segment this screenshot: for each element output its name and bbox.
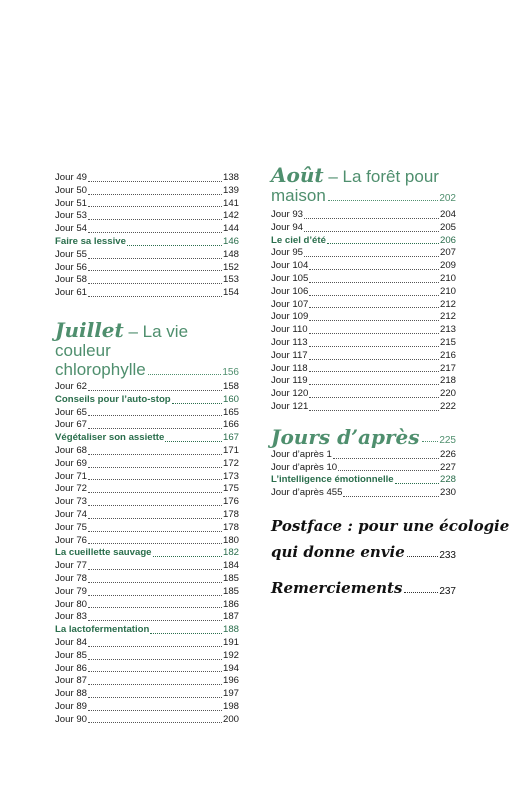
chapter-page: 202 [439,193,456,204]
chapter-title-line1: – La forêt pour [323,167,439,186]
leader-dots [88,531,222,532]
postface-line2: qui donne envie [271,542,405,561]
leader-dots [150,633,222,634]
toc-entry-page: 216 [439,349,456,361]
toc-entry-page: 142 [222,210,239,222]
leader-dots [304,218,439,219]
toc-entry[interactable] [55,471,239,484]
toc-entry-page: 215 [439,336,456,348]
leader-dots [309,346,439,347]
chapter-month-script: Août [271,163,324,187]
toc-entry-page: 178 [222,508,239,520]
toc-entry[interactable] [55,445,239,458]
toc-entry[interactable] [271,375,456,388]
toc-entry-page: 171 [222,444,239,456]
toc-entry-page: 210 [439,285,456,297]
toc-entry[interactable] [55,599,239,612]
toc-entry-page: 167 [222,432,239,444]
toc-entry-label: Jour 62 [55,380,87,392]
toc-list-june-end [55,172,239,300]
toc-entry-label: Jour 85 [55,649,87,661]
leader-dots [88,620,222,621]
toc-entry-page: 176 [222,496,239,508]
remerciements-label: Remerciements [271,578,403,597]
leader-dots [88,270,222,271]
leader-dots [88,722,222,723]
leader-dots [88,194,222,195]
toc-entry-label: Jour 110 [271,324,308,336]
toc-entry-label: Jour 73 [55,496,87,508]
toc-list-jours-apres [271,449,456,500]
toc-entry-label: Jour 65 [55,406,87,418]
toc-entry-label: Jour 69 [55,457,87,469]
toc-postface[interactable] [271,516,510,562]
toc-entry-label: Jour 77 [55,560,87,572]
toc-entry-page: 213 [439,324,456,336]
toc-entry[interactable] [55,586,239,599]
leader-dots [309,282,439,283]
toc-entry-label: Jour 75 [55,521,87,533]
toc-entry[interactable] [55,419,239,432]
toc-entry-label: Jour 104 [271,260,309,272]
chapter-jours-apres[interactable] [271,424,456,449]
toc-entry-page: 144 [222,223,239,235]
leader-dots [88,467,222,468]
toc-entry-page: 197 [222,688,239,700]
toc-entry-label: La lactofermentation [55,624,150,636]
toc-entry[interactable] [55,560,239,573]
toc-entry-page: 139 [222,184,239,196]
toc-entry-page: 160 [222,393,239,405]
toc-entry-label: Jour 94 [271,221,303,233]
toc-entry-page: 172 [222,457,239,469]
leader-dots [88,492,222,493]
chapter-title-line2: chlorophylle [55,359,146,379]
leader-dots [309,359,439,360]
toc-entry[interactable] [271,487,456,500]
leader-dots [333,458,439,459]
toc-entry-page: 186 [222,598,239,610]
toc-entry[interactable] [271,388,456,401]
toc-entry-label: Jour 87 [55,675,87,687]
toc-entry[interactable] [271,209,456,222]
toc-entry-page: 217 [439,362,456,374]
toc-entry-label: Jour 58 [55,274,87,286]
leader-dots [309,269,439,270]
toc-entry-special[interactable] [271,235,456,248]
leader-dots [88,479,222,480]
toc-entry-label: Jour 67 [55,419,87,431]
leader-dots [88,206,222,207]
toc-entry[interactable] [55,688,239,701]
toc-entry-label: Jour 117 [271,349,308,361]
toc-entry-special[interactable] [271,474,456,487]
leader-dots [88,283,222,284]
toc-entry[interactable] [271,363,456,376]
toc-entry-page: 191 [222,636,239,648]
toc-entry[interactable] [55,496,239,509]
toc-entry[interactable] [271,222,456,235]
toc-entry[interactable] [55,509,239,522]
toc-entry-label: Jour 78 [55,572,87,584]
toc-entry-page: 220 [439,388,456,400]
leader-dots [88,296,222,297]
toc-entry[interactable] [55,701,239,714]
toc-entry[interactable] [271,337,456,350]
toc-entry-label: Jour 105 [271,272,309,284]
toc-entry-page: 166 [222,419,239,431]
toc-entry-label: L’intelligence émotionnelle [271,474,394,486]
leader-dots [88,390,222,391]
toc-entry-page: 187 [222,611,239,623]
leader-dots [304,256,439,257]
leader-dots [343,496,439,497]
chapter-page: 156 [222,366,239,378]
toc-entry[interactable] [55,714,239,727]
leader-dots [88,646,222,647]
toc-entry-label: Jour 86 [55,662,87,674]
toc-entry-page: 148 [222,248,239,260]
leader-dots [88,582,222,583]
toc-entry-label: Jour 68 [55,444,87,456]
toc-entry-page: 182 [222,547,239,559]
toc-entry[interactable] [55,223,239,236]
toc-entry-page: 188 [222,624,239,636]
toc-entry-page: 185 [222,585,239,597]
toc-entry-page: 227 [439,461,456,473]
toc-entry-page: 153 [222,274,239,286]
toc-entry[interactable] [271,273,456,286]
leader-dots [88,607,222,608]
leader-dots [327,243,439,244]
leader-dots [88,518,222,519]
toc-entry-page: 175 [222,483,239,495]
toc-entry[interactable] [271,286,456,299]
toc-entry-label: Jour 51 [55,197,87,209]
toc-entry-label: Jour d’après 10 [271,461,338,473]
toc-entry-page: 192 [222,649,239,661]
toc-list-juillet [55,381,239,727]
leader-dots [88,710,222,711]
leader-dots [153,556,222,557]
toc-entry-label: Jour 93 [271,209,303,220]
postface-page: 233 [439,549,456,561]
toc-entry-label: Jour 54 [55,223,87,235]
chapter-title-line1: – La vie couleur [55,321,189,360]
toc-entry-label: Jour 76 [55,534,87,546]
toc-entry-page: 152 [222,261,239,273]
toc-entry[interactable] [55,185,239,198]
leader-dots [338,470,439,471]
toc-entry-special[interactable] [55,394,239,407]
leader-dots [407,556,439,557]
toc-entry[interactable] [55,172,239,185]
toc-entry-label: Jour 80 [55,598,87,610]
toc-entry-label: Jour 50 [55,184,87,196]
leader-dots [304,231,439,232]
leader-dots [88,232,222,233]
leader-dots [88,454,222,455]
leader-dots [88,181,222,182]
toc-entry-page: 218 [439,375,456,387]
toc-entry[interactable] [55,458,239,471]
toc-entry-label: Jour 79 [55,585,87,597]
leader-dots [88,595,222,596]
postface-line1: Postface : pour une écologie [271,516,510,535]
leader-dots [172,403,222,404]
toc-entry-page: 178 [222,521,239,533]
toc-entry[interactable] [271,299,456,312]
toc-entry-page: 146 [222,235,239,247]
toc-entry-page: 138 [222,172,239,183]
toc-entry-label: Jour 83 [55,611,87,623]
toc-entry-label: Jour 84 [55,636,87,648]
toc-entry-label: Jour 88 [55,688,87,700]
leader-dots [165,441,222,442]
toc-entry-page: 212 [439,311,456,323]
toc-entry-page: 158 [222,380,239,392]
toc-entry[interactable] [55,407,239,420]
chapter-month-script: Juillet [55,317,124,342]
toc-entry-label: Jour 119 [271,375,308,387]
toc-entry-label: Jour 72 [55,483,87,495]
toc-entry[interactable] [271,350,456,363]
toc-entry[interactable] [55,637,239,650]
leader-dots [328,200,439,201]
leader-dots [404,592,438,593]
toc-entry-label: Jour 95 [271,247,303,259]
toc-entry[interactable] [271,260,456,273]
toc-entry[interactable] [271,401,456,414]
chapter-page: 225 [439,434,456,446]
toc-entry[interactable] [55,381,239,394]
toc-entry-page: 230 [439,487,456,499]
leader-dots [88,569,222,570]
leader-dots [88,659,222,660]
toc-entry-page: 180 [222,534,239,546]
leader-dots [148,374,222,375]
leader-dots [309,307,439,308]
leader-dots [422,441,439,442]
toc-entry-label: Jour 121 [271,400,309,412]
toc-entry-special[interactable] [55,432,239,445]
leader-dots [88,415,222,416]
toc-entry[interactable] [55,611,239,624]
toc-entry[interactable] [55,522,239,535]
leader-dots [309,320,439,321]
toc-entry[interactable] [55,210,239,223]
toc-entry-label: Jour d’après 1 [271,448,332,460]
leader-dots [309,397,439,398]
toc-entry-label: Jour 107 [271,298,309,310]
toc-entry-page: 228 [439,474,456,486]
toc-entry-label: Jour 49 [55,172,87,183]
toc-entry-special[interactable] [55,624,239,637]
toc-right-column [271,163,510,598]
toc-entry-page: 207 [439,247,456,259]
toc-entry-label: La cueillette sauvage [55,547,152,559]
leader-dots [395,483,439,484]
chapter-juillet[interactable] [55,317,239,379]
toc-entry-label: Jour 74 [55,508,87,520]
toc-entry-label: Jour 120 [271,388,309,400]
leader-dots [127,245,222,246]
leader-dots [309,410,439,411]
toc-entry-special[interactable] [55,236,239,249]
toc-entry[interactable] [271,462,456,475]
toc-entry-label: Jour 71 [55,470,87,482]
toc-entry-label: Végétaliser son assiette [55,432,165,444]
toc-entry[interactable] [55,198,239,211]
toc-entry-label: Jour 55 [55,248,87,260]
toc-entry-page: 212 [439,298,456,310]
leader-dots [88,428,222,429]
toc-entry-label: Conseils pour l’auto-stop [55,393,171,405]
toc-entry[interactable] [55,274,239,287]
toc-entry-page: 209 [439,260,456,272]
toc-entry-label: Jour 118 [271,362,308,374]
leader-dots [88,219,222,220]
toc-entry-label: Jour 89 [55,700,87,712]
toc-entry[interactable] [271,247,456,260]
toc-entry[interactable] [271,324,456,337]
toc-entry-label: Jour 90 [55,713,87,725]
toc-entry-page: 165 [222,406,239,418]
toc-entry-page: 141 [222,197,239,209]
chapter-aout[interactable] [271,163,456,205]
toc-entry[interactable] [55,262,239,275]
toc-entry[interactable] [55,483,239,496]
toc-entry-page: 204 [439,209,456,220]
toc-entry-label: Jour 61 [55,287,87,299]
toc-entry-special[interactable] [55,547,239,560]
toc-remerciements[interactable] [271,578,456,598]
toc-entry-page: 222 [439,400,456,412]
leader-dots [309,295,439,296]
leader-dots [88,543,222,544]
toc-entry-label: Jour d’après 455 [271,487,343,499]
chapter-title-line2: maison [271,186,326,205]
toc-entry-label: Jour 113 [271,336,308,348]
toc-entry-page: 196 [222,675,239,687]
toc-entry-label: Jour 109 [271,311,309,323]
leader-dots [309,384,439,385]
toc-entry[interactable] [271,311,456,324]
remerciements-page: 237 [439,585,456,597]
toc-entry-label: Le ciel d’été [271,234,326,246]
toc-entry-page: 205 [439,221,456,233]
leader-dots [309,371,439,372]
toc-entry-page: 185 [222,572,239,584]
toc-entry[interactable] [271,449,456,462]
toc-entry-label: Jour 53 [55,210,87,222]
chapter-title-script: Jours d’après [271,424,420,449]
toc-entry-page: 200 [222,713,239,725]
toc-entry[interactable] [55,573,239,586]
toc-entry[interactable] [55,287,239,300]
toc-entry-page: 154 [222,287,239,299]
toc-left-column [55,172,239,726]
leader-dots [88,671,222,672]
toc-entry-page: 184 [222,560,239,572]
leader-dots [309,333,439,334]
toc-entry-label: Jour 56 [55,261,87,273]
toc-entry[interactable] [55,675,239,688]
toc-entry[interactable] [55,663,239,676]
toc-entry-page: 210 [439,272,456,284]
toc-entry-page: 194 [222,662,239,674]
toc-entry[interactable] [55,249,239,262]
toc-entry-page: 226 [439,448,456,460]
toc-entry-label: Jour 106 [271,285,309,297]
toc-entry-page: 198 [222,700,239,712]
leader-dots [88,684,222,685]
toc-entry-page: 206 [439,234,456,246]
leader-dots [88,697,222,698]
toc-entry-label: Faire sa lessive [55,235,126,247]
toc-list-aout [271,209,456,414]
toc-entry[interactable] [55,535,239,548]
toc-entry-page: 173 [222,470,239,482]
leader-dots [88,258,222,259]
toc-entry[interactable] [55,650,239,663]
leader-dots [88,505,222,506]
